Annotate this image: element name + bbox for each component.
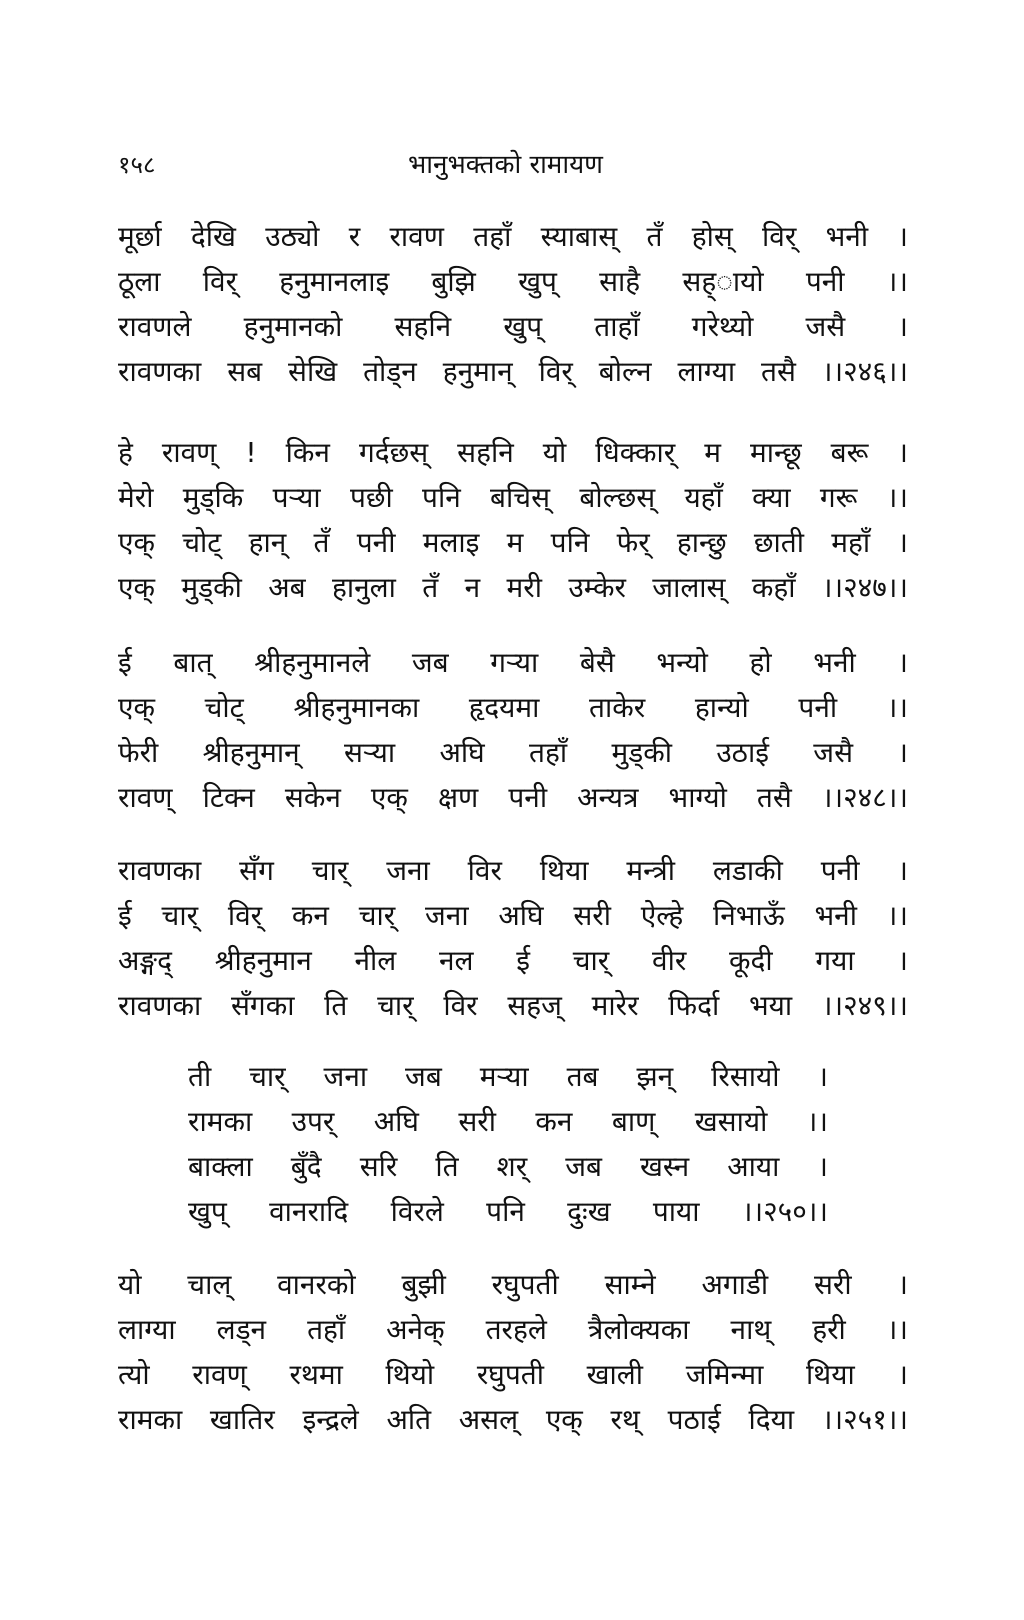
stanza-250 xyxy=(188,1054,828,1234)
running-title: भानुभक्तको रामायण xyxy=(408,150,603,180)
verse-line: खुप् वानरादि विरले पनि दुःख पाया ।।२५०।। xyxy=(188,1195,828,1228)
verse-line: लाग्या लड्न तहाँ अनेक् तरहले त्रैलोक्यका नाथ् हरी ।। xyxy=(118,1313,908,1346)
stanza-249 xyxy=(118,848,908,1028)
verse-line: हे रावण् ! किन गर्दछस् सहनि यो धिक्कार् म मान्छू बरू । xyxy=(118,436,908,469)
verse-line: रामका खातिर इन्द्रले अति असल् एक् रथ् पठाई दिया ।।२५१।। xyxy=(118,1403,908,1436)
verse-line: मेरो मुड्कि पऱ्या पछी पनि बचिस् बोल्छस् यहाँ क्या गरू ।। xyxy=(118,481,908,514)
verse-line: रावणका सँग चार् जना विर थिया मन्त्री लडाकी पनी । xyxy=(118,854,908,887)
verse-line: एक् मुड्की अब हानुला तँ न मरी उम्केर जालास् कहाँ ।।२४७।। xyxy=(118,571,908,604)
stanza-246 xyxy=(118,214,908,394)
verse-line: ई चार् विर् कन चार् जना अघि सरी ऐल्हे निभाऊँ भनी ।। xyxy=(118,899,908,932)
page-header xyxy=(118,150,898,190)
verse-line: त्यो रावण् रथमा थियो रघुपती खाली जमिन्मा थिया । xyxy=(118,1358,908,1391)
verse-line: ई बात् श्रीहनुमानले जब गऱ्या बेसै भन्यो हो भनी । xyxy=(118,646,908,679)
verse-line: एक् चोट् हान् तँ पनी मलाइ म पनि फेर् हान्छु छाती महाँ । xyxy=(118,526,908,559)
verse-line: यो चाल् वानरको बुझी रघुपती साम्ने अगाडी सरी । xyxy=(118,1268,908,1301)
verse-line: फेरी श्रीहनुमान् सऱ्या अघि तहाँ मुड्की उठाई जसै । xyxy=(118,736,908,769)
verse-line: ठूला विर् हनुमानलाइ बुझि खुप् साहै सह्ायो पनी ।। xyxy=(118,265,908,298)
verse-line: मूर्छा देखि उठ्यो र रावण तहाँ स्याबास् तँ होस् विर् भनी । xyxy=(118,220,908,253)
stanza-251 xyxy=(118,1262,908,1442)
verse-line: रावणले हनुमानको सहनि खुप् ताहाँ गरेथ्यो जसै । xyxy=(118,310,908,343)
verse-line: ती चार् जना जब मऱ्या तब झन् रिसायो । xyxy=(188,1060,828,1093)
verse-line: रामका उपर् अघि सरी कन बाण् खसायो ।। xyxy=(188,1105,828,1138)
verse-line: अङ्गद् श्रीहनुमान नील नल ई चार् वीर कूदी गया । xyxy=(118,944,908,977)
verse-line: एक् चोट् श्रीहनुमानका हृदयमा ताकेर हान्यो पनी ।। xyxy=(118,691,908,724)
verse-line: बाक्ला बुँदै सरि ति शर् जब खस्न आया । xyxy=(188,1150,828,1183)
verse-line: रावण् टिक्न सकेन एक् क्षण पनी अन्यत्र भाग्यो तसै ।।२४८।। xyxy=(118,781,908,814)
verse-line: रावणका सँगका ति चार् विर सहज् मारेर फिर्दा भया ।।२४९।। xyxy=(118,989,908,1022)
stanza-248 xyxy=(118,640,908,820)
page-number: १५८ xyxy=(118,151,156,179)
stanza-247 xyxy=(118,430,908,610)
verse-line: रावणका सब सेखि तोड्न हनुमान् विर् बोल्न लाग्या तसै ।।२४६।। xyxy=(118,355,908,388)
